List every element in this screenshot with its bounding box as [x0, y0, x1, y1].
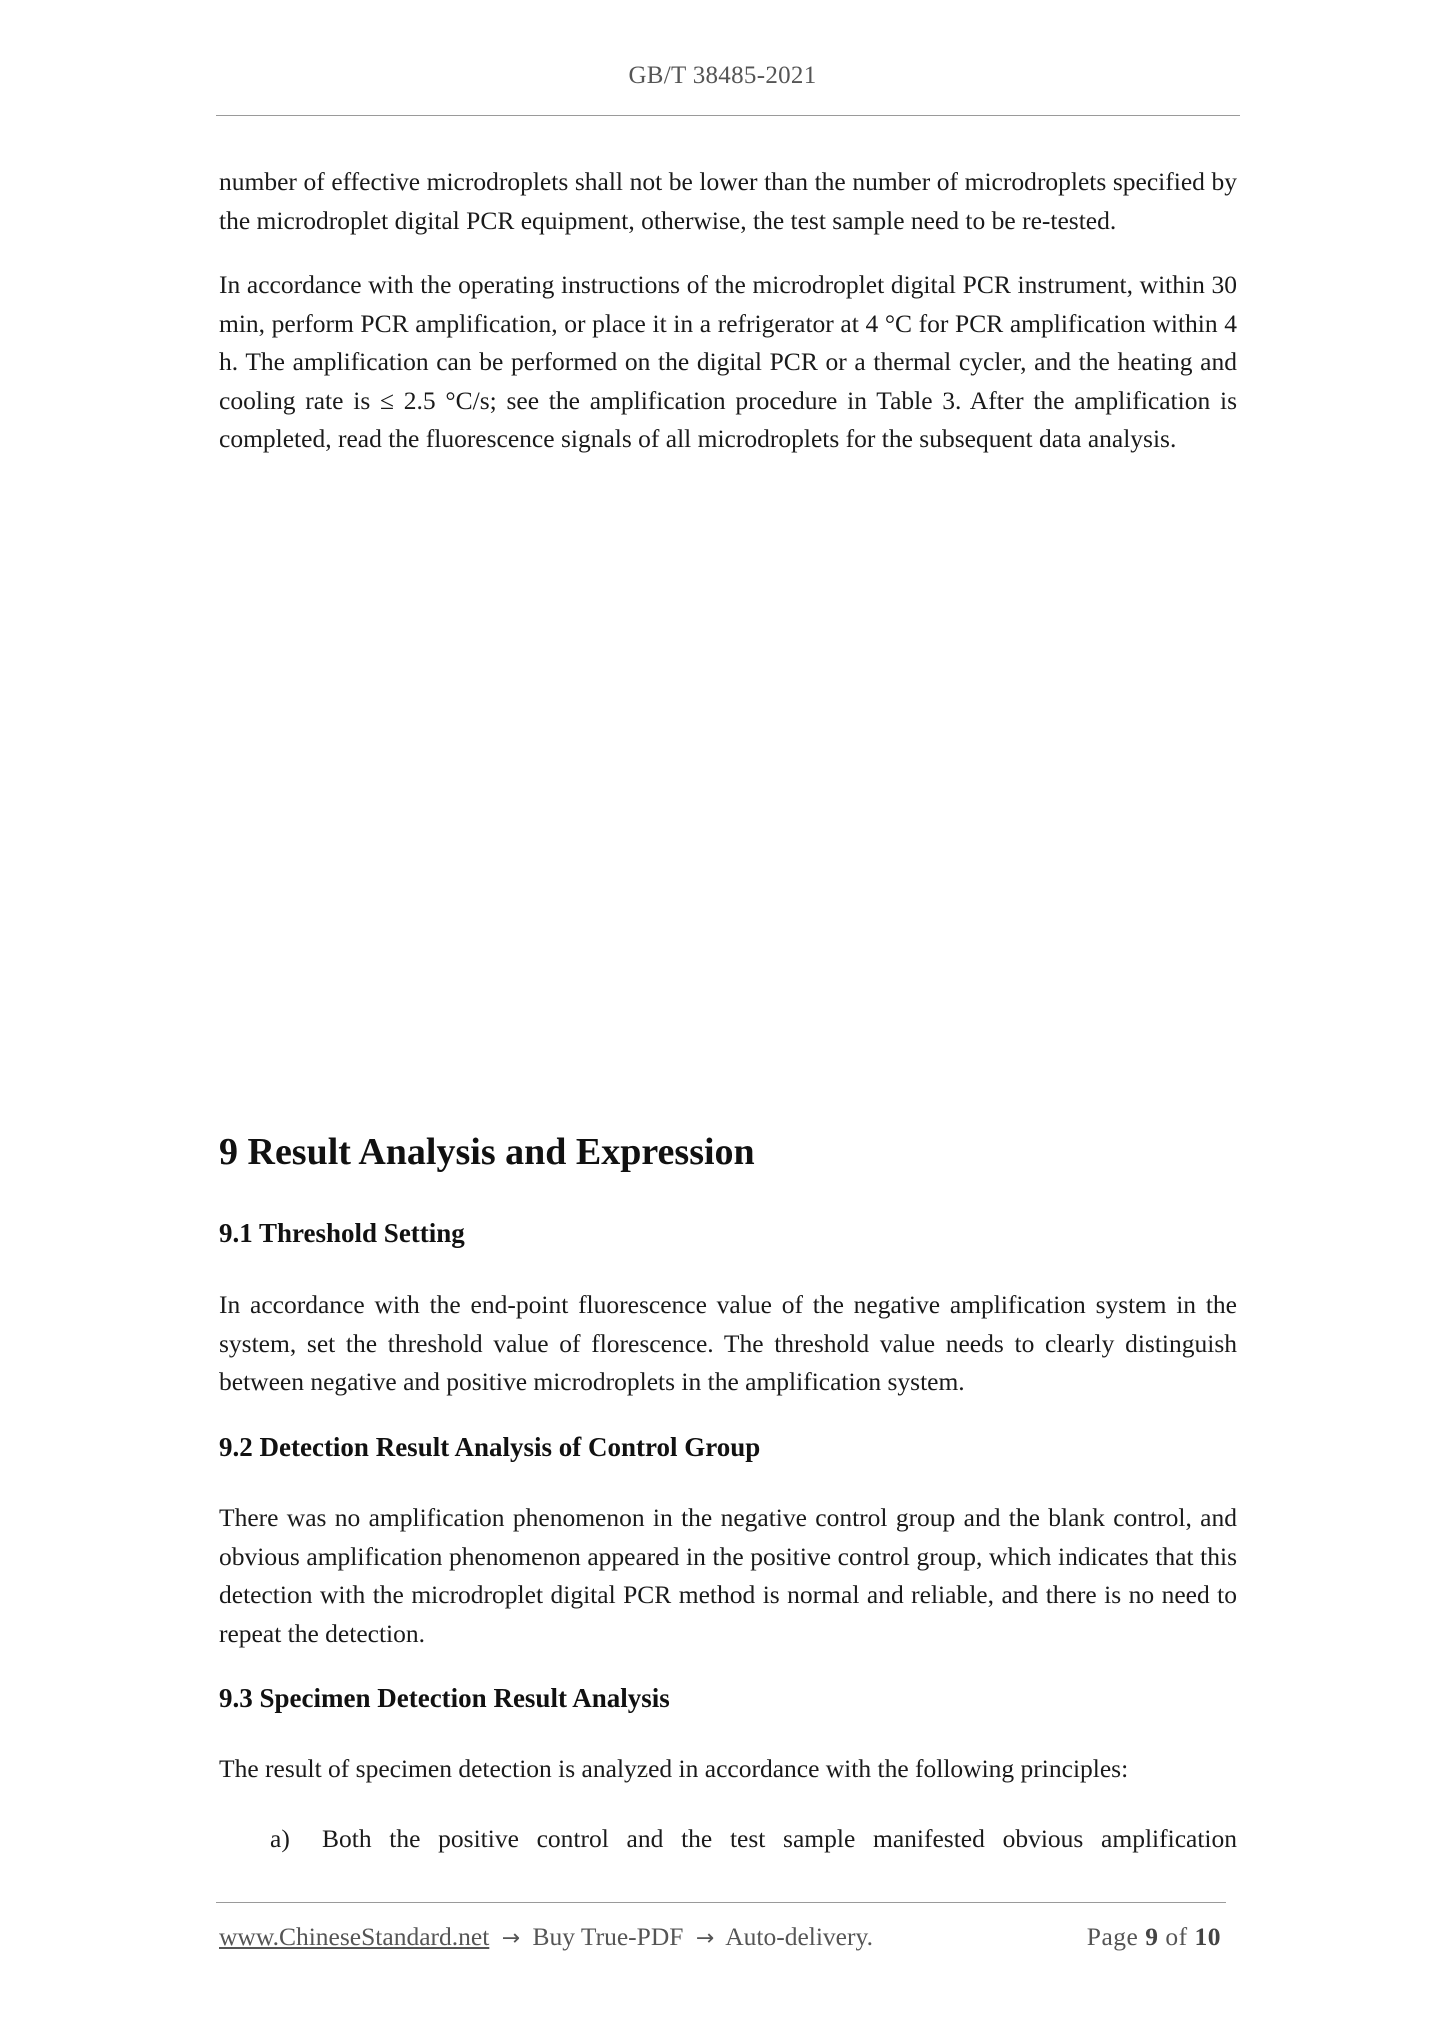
section-9-heading: 9 Result Analysis and Expression: [219, 1131, 755, 1173]
of-label: of: [1165, 1922, 1188, 1951]
section-9-3-intro: The result of specimen detection is analyzed in accordance with the following principles:: [219, 1754, 1129, 1783]
section-9-2-text: There was no amplification phenomenon in the negative control group and the blank control, and obvious amplification phenomenon appeared in the positive control group, which indicates that this detection with the microdroplet digital PCR method is normal and reliable, and there is no need to repeat the detection.: [219, 1503, 1237, 1648]
page-total: 10: [1194, 1922, 1221, 1951]
arrow-right-icon: →: [695, 1926, 715, 1951]
list-item: [270, 1820, 1237, 1859]
paragraph-pcr-amplification: In accordance with the operating instructions of the microdroplet digital PCR instrument, within 30 min, perform PCR amplification, or place it in a refrigerator at 4 °C for PCR amplification within 4 h. The amplification can be performed on the digital PCR or a thermal cycler, and the heating and cooling rate is ≤ 2.5 °C/s; see the amplification procedure in Table 3. After the amplification is completed, read the fluorescence signals of all microdroplets for the subsequent data analysis.: [219, 270, 1237, 454]
buy-text: Buy True-PDF: [532, 1922, 684, 1951]
list-item-text: Both the positive control and the test sample manifested obvious amplification: [322, 1824, 1237, 1853]
footer-divider: [216, 1902, 1226, 1903]
section-9-3-heading: 9.3 Specimen Detection Result Analysis: [219, 1683, 670, 1713]
website-link[interactable]: www.ChineseStandard.net: [219, 1922, 490, 1951]
section-9-2-heading: 9.2 Detection Result Analysis of Control Group: [219, 1432, 761, 1462]
header-divider: [216, 115, 1240, 116]
page-label: Page: [1086, 1922, 1139, 1951]
page-current: 9: [1145, 1922, 1159, 1951]
paragraph-effective-microdroplets: number of effective microdroplets shall not be lower than the number of microdroplets specified by the microdroplet digital PCR equipment, otherwise, the test sample need to be re-tested.: [219, 167, 1237, 235]
page-header: GB/T 38485-2021: [628, 62, 817, 89]
footer-promo: [219, 1922, 873, 1952]
page-number: [1087, 1922, 1221, 1952]
section-9-1-text: In accordance with the end-point fluorescence value of the negative amplification system in the system, set the threshold value of florescence. The threshold value needs to clearly distinguish between negative and positive microdroplets in the amplification system.: [219, 1290, 1237, 1397]
arrow-right-icon: →: [501, 1926, 521, 1951]
delivery-text: Auto-delivery.: [725, 1922, 873, 1951]
list-item-marker: a): [270, 1824, 290, 1853]
section-9-1-heading: 9.1 Threshold Setting: [219, 1218, 465, 1248]
